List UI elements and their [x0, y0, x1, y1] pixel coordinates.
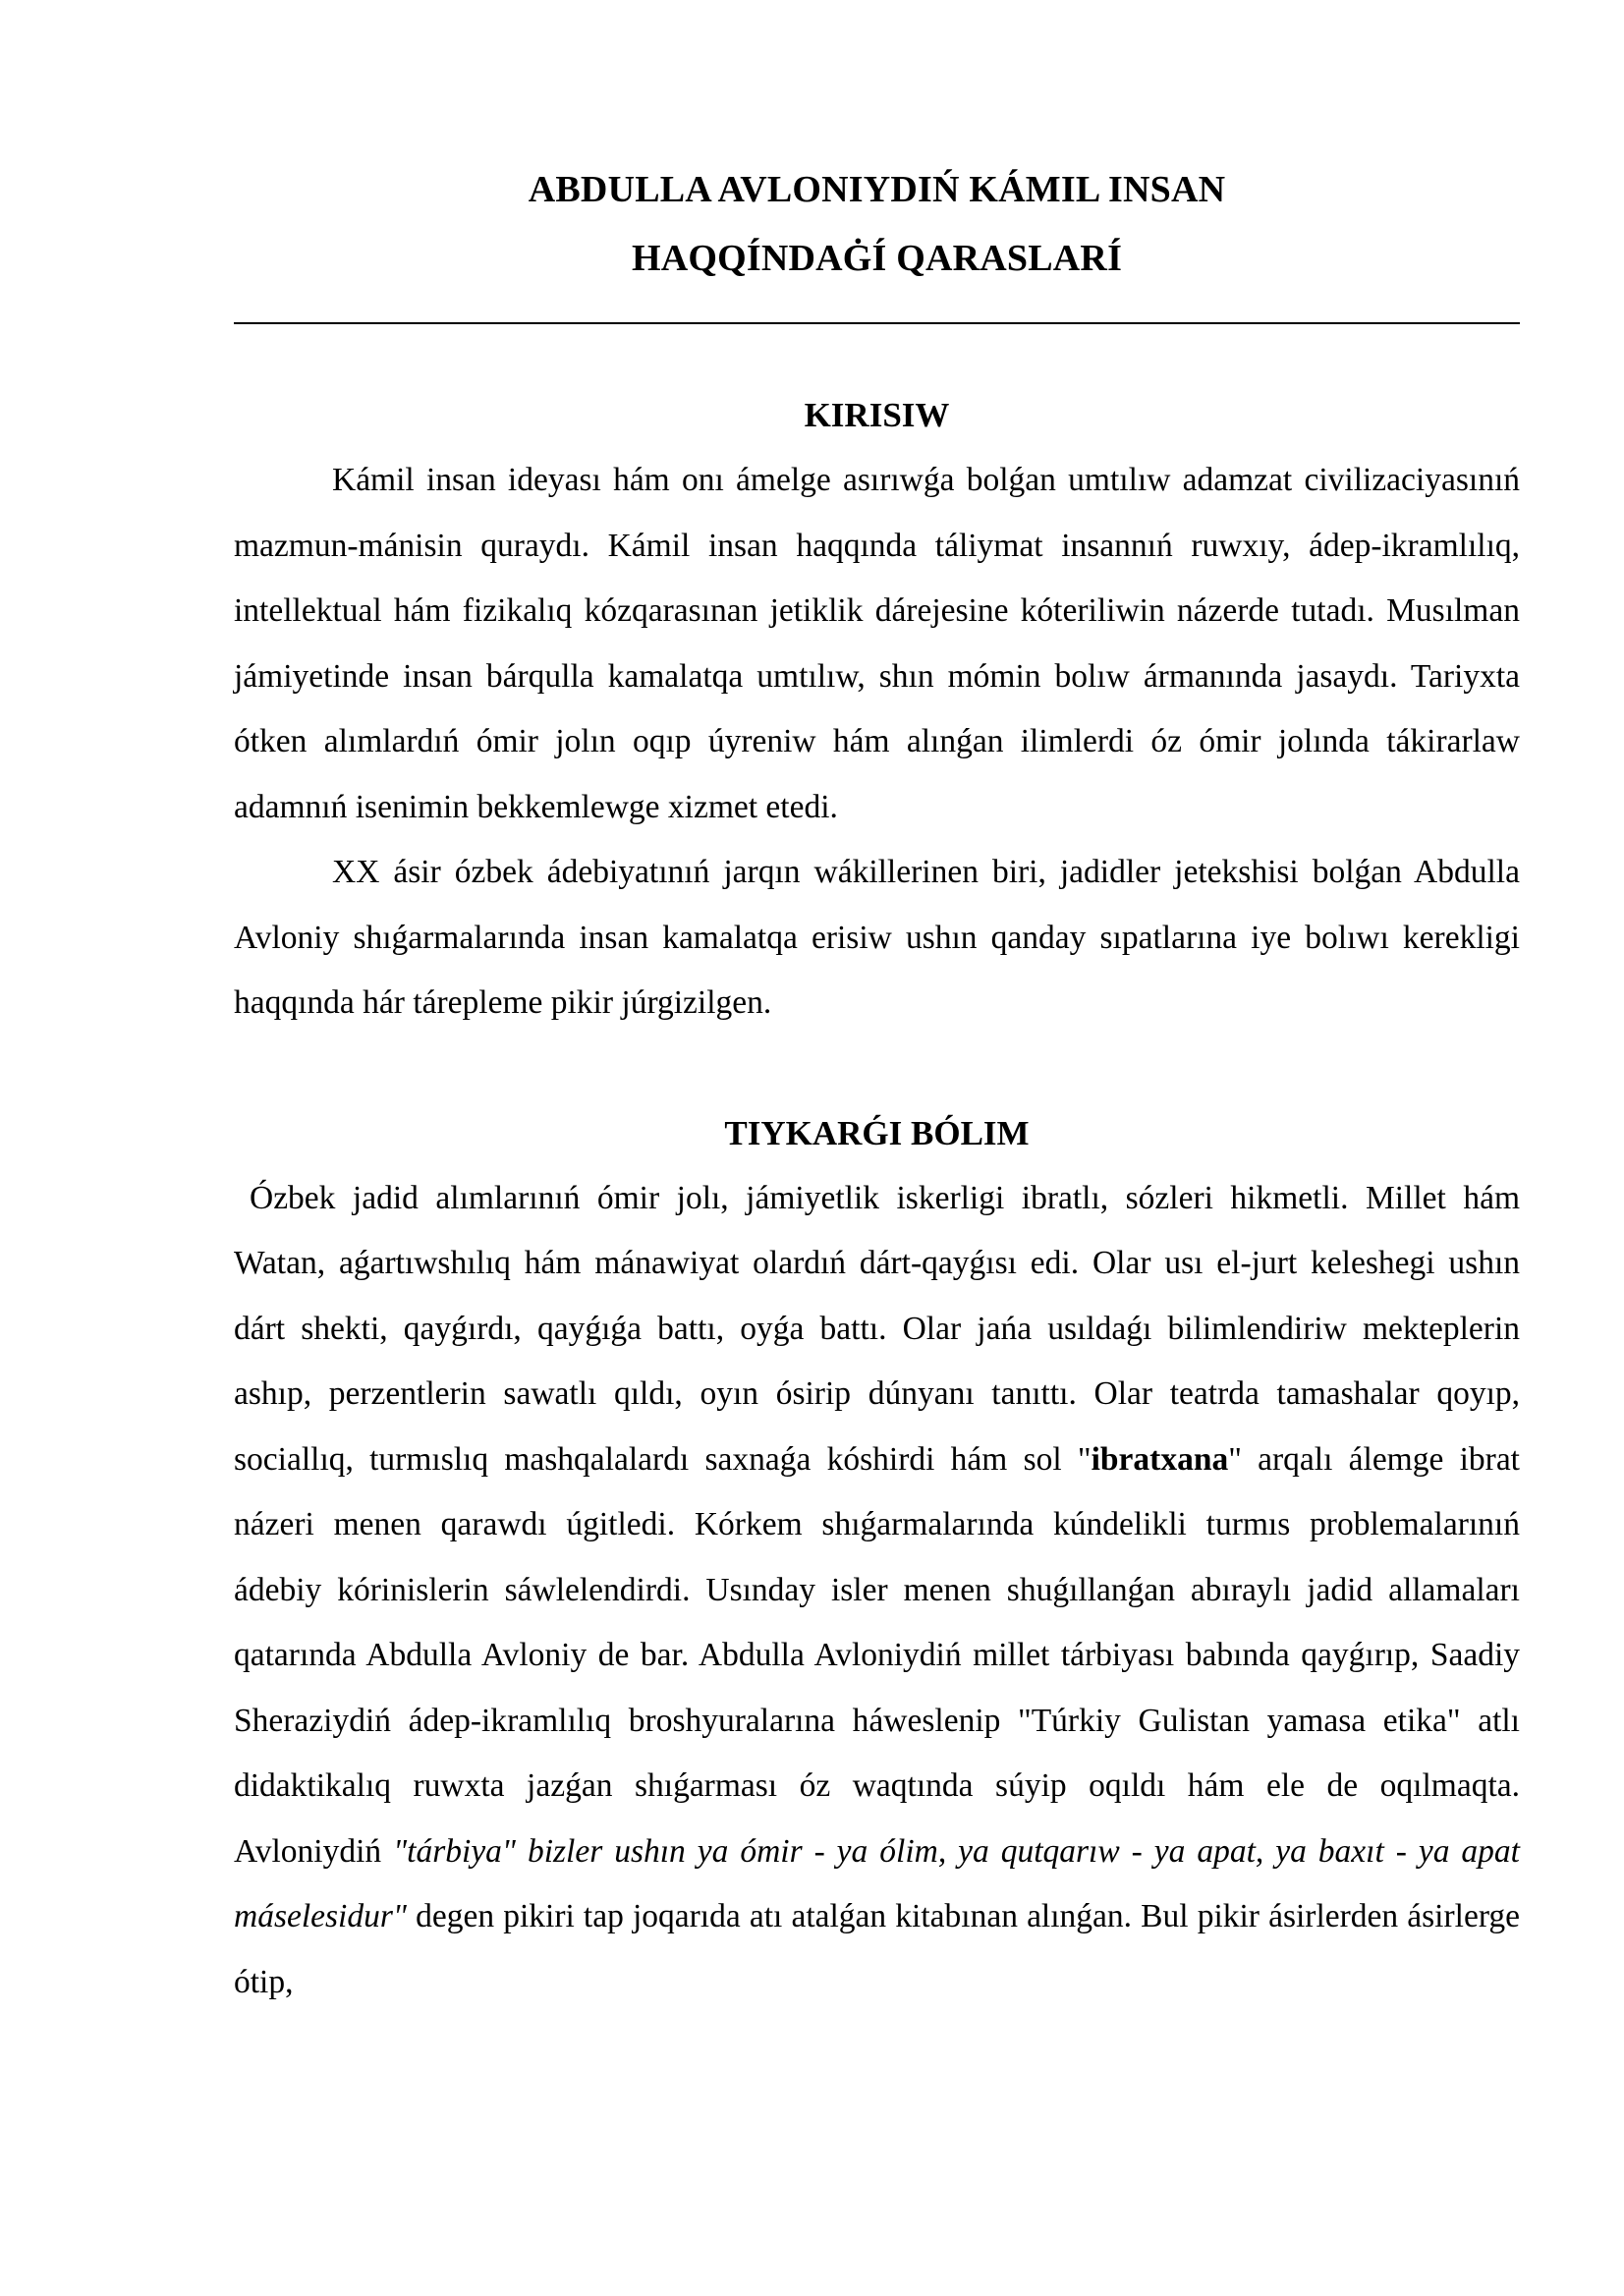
avloniy-quote: "tárbiya" bizler ushın ya ómir - ya ólim, ya qutqarıw - ya apat, ya baxıt - ya apat máselesidur" [234, 1832, 1520, 1934]
main-paragraph [234, 1166, 1520, 2016]
main-paragraph-text-3: degen pikiri tap joqarıda atı atalǵan kitabınan alınǵan. Bul pikir ásirlerden ásirlerge ótip, [234, 1898, 1520, 2000]
main-heading: TIYKARǴI BÓLIM [724, 1113, 1030, 1152]
document-title-line-1: ABDULLA AVLONIYDIŃ KÁMIL INSAN [528, 169, 1226, 210]
main-paragraph-text-2: " arqalı álemge ibrat názeri menen qarawdı úgitledi. Kórkem shıǵarmalarında kúndelikli turmıs problemalarınıń ádebiy kórinislerin sáwlelendirdi. Usınday isler menen shuǵıllanǵan abıraylı jadid allamaları qatarında Abdulla Avloniy de bar. Abdulla Avloniydiń millet tárbiyası babında qayǵırıp, Saadiy Sheraziydiń ádep-ikramlılıq broshyuralarına háweslenip "Túrkiy Gulistan yamasa etika" atlı didaktikalıq ruwxta jazǵan shıǵarması óz waqtında súyip oqıldı hám ele de oqılmaqta. Avloniydiń [234, 1440, 1520, 1870]
document-page [234, 147, 1520, 2015]
intro-paragraph-2: XX ásir ózbek ádebiyatınıń jarqın wákillerinen biri, jadidler jetekshisi bolǵan Abdulla Avloniy shıǵarmalarında insan kamalatqa erisiw ushın qanday sıpatlarına iye bolıwı kerekligi haqqında hár tárepleme pikir júrgizilgen. [234, 854, 1520, 1021]
title-divider [234, 322, 1520, 324]
ibratxana-term: ibratxana [1091, 1440, 1229, 1478]
intro-heading: KIRISIW [804, 396, 950, 434]
main-paragraph-text-1: Ózbek jadid alımlarınıń ómir jolı, jámiyetlik iskerligi ibratlı, sózleri hikmetli. Millet hám Watan, aǵartıwshılıq hám mánawiyat olardıń dárt-qayǵısı edi. Olar usı el-jurt keleshegi ushın dárt shekti, qayǵırdı, qayǵıǵa battı, oyǵa battı. Olar jańa usıldaǵı bilimlendiriw mekteplerin ashıp, perzentlerin sawatlı qıldı, oyın ósirip dúnyanı tanıttı. Olar teatrda tamashalar qoyıp, sociallıq, turmıslıq mashqalalardı saxnaǵa kóshirdi hám sol " [234, 1179, 1520, 1478]
document-title-line-2: HAQQÍNDAĠÍ QARASLARÍ [631, 238, 1123, 279]
intro-paragraph-1: Kámil insan ideyası hám onı ámelge asırıwǵa bolǵan umtılıw adamzat civilizaciyasınıń mazmun-mánisin quraydı. Kámil insan haqqında táliymat insannıń ruwxıy, ádep-ikramlılıq, intellektual hám fizikalıq kózqarasınan jetiklik dárejesine kóteriliwin názerde tutadı. Musılman jámiyetinde insan bárqulla kamalatqa umtılıw, shın mómin bolıw ármanında jasaydı. Tariyxta ótken alımlardıń ómir jolın oqıp úyreniw hám alınǵan ilimlerdi óz ómir jolında tákirarlaw adamnıń isenimin bekkemlewge xizmet etedi. [234, 462, 1520, 825]
